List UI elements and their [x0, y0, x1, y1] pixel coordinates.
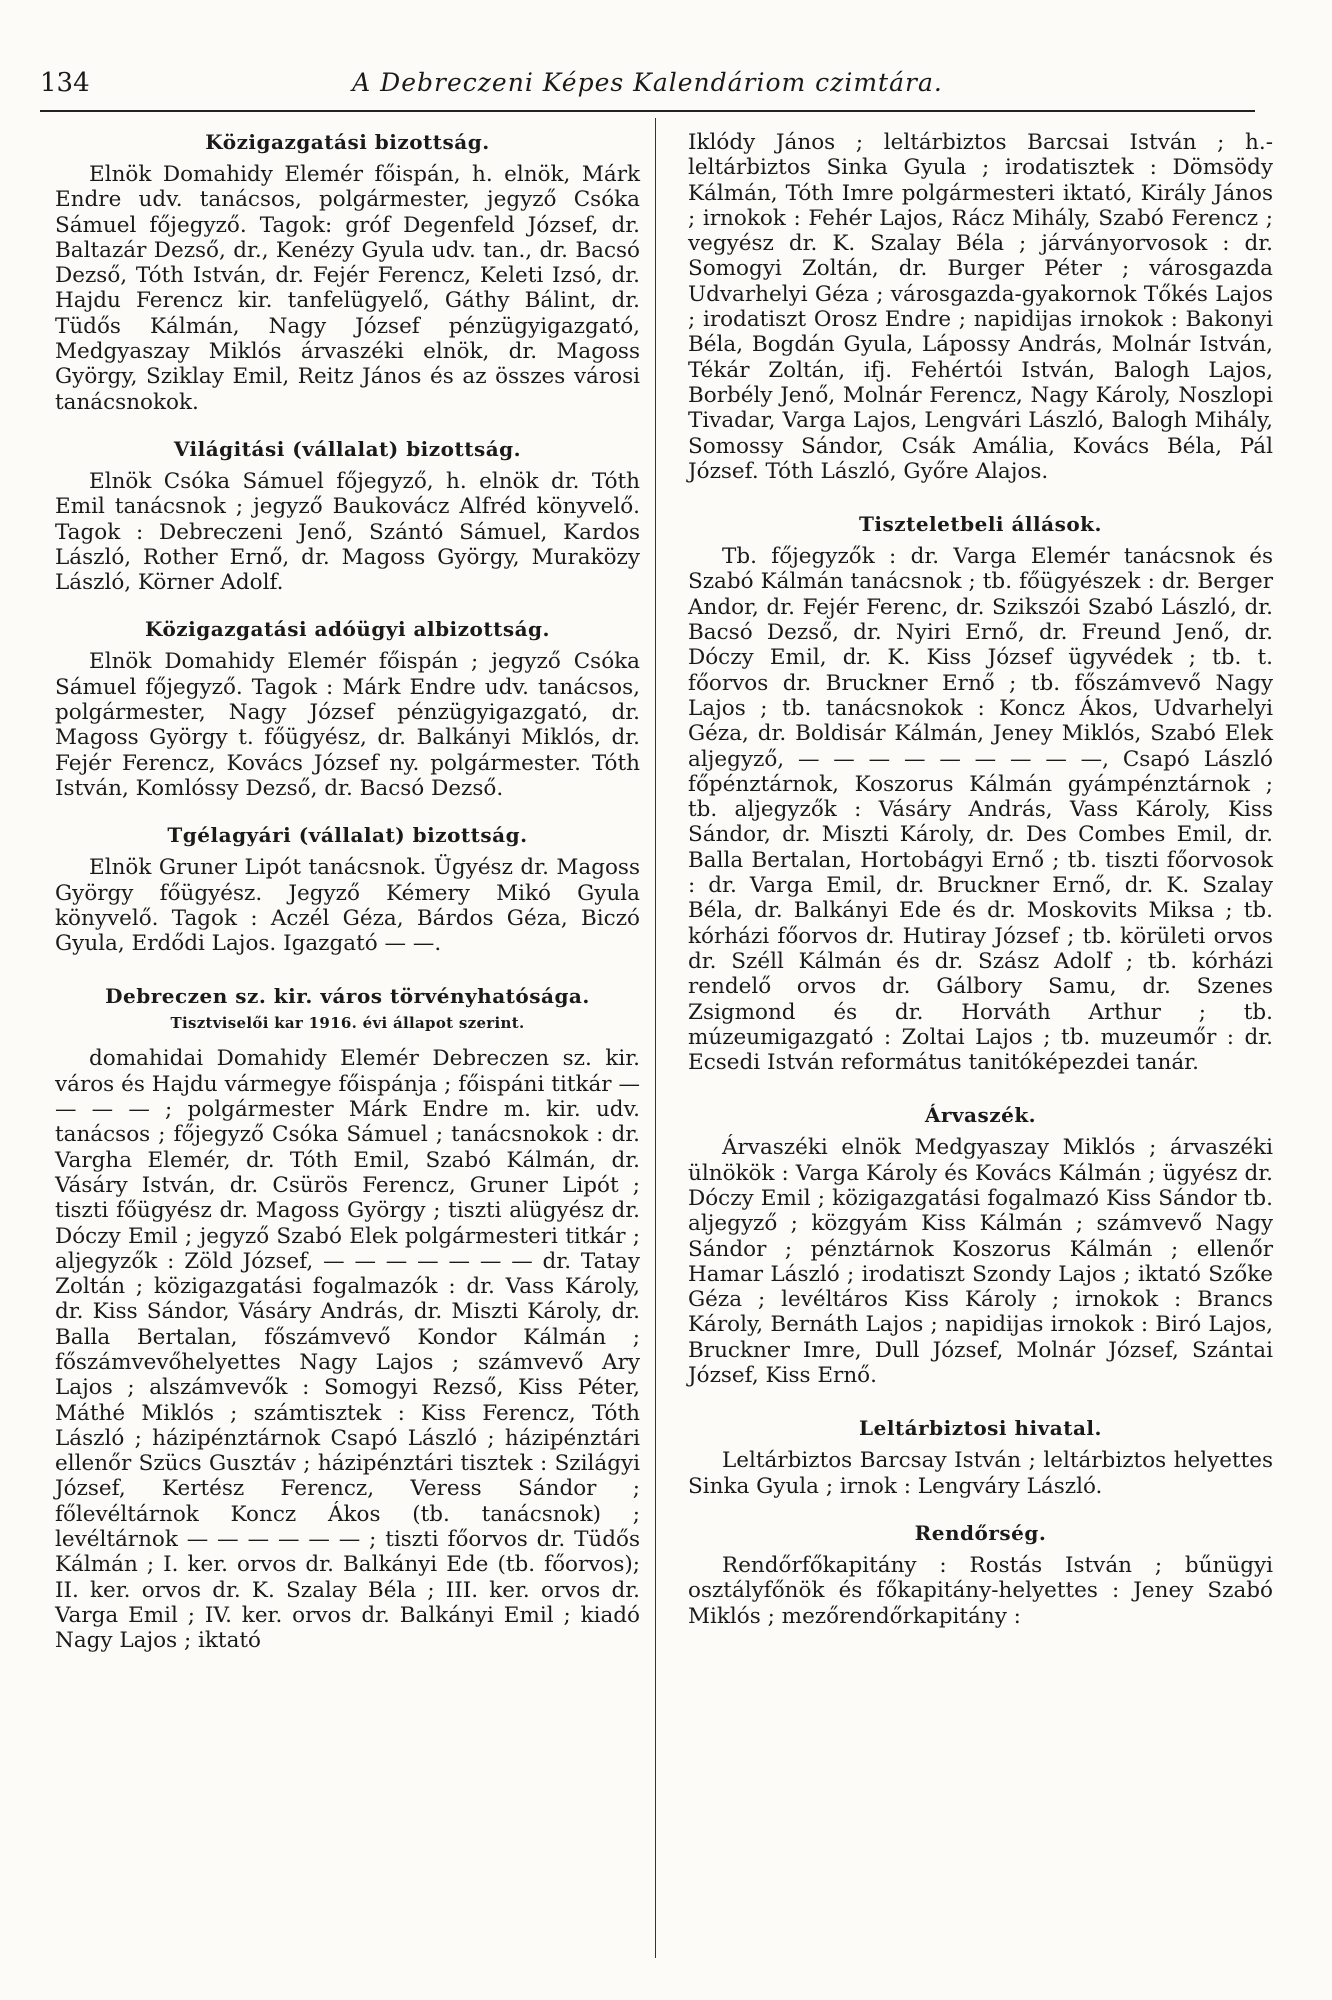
section-subheading: Tisztviselői kar 1916. évi állapot szerint. — [170, 1014, 525, 1033]
section-adougyi-albizottsag — [55, 617, 640, 801]
section-text: Leltárbiztos Barcsay István ; leltárbiztos helyettes Sinka Gyula ; irnok : Lengváry László. — [688, 1448, 1273, 1499]
section-vilagitasi-bizottsag — [55, 437, 640, 595]
left-column — [55, 130, 640, 1654]
section-heading: Rendőrség. — [914, 1520, 1047, 1545]
section-rendorseg — [688, 1521, 1273, 1629]
section-heading: Közigazgatási bizottság. — [205, 130, 490, 154]
section-tiszteletbeli-allasok — [688, 512, 1273, 1075]
section-arvaszek — [688, 1103, 1273, 1388]
section-heading: Világitási (vállalat) bizottság. — [173, 436, 522, 461]
section-torvenyhatosag — [55, 984, 640, 1653]
running-title: A Debreczeni Képes Kalendáriom czimtára. — [352, 68, 943, 97]
section-text: Elnök Gruner Lipót tanácsnok. Ügyész dr. Magoss György főügyész. Jegyző Kémery Mikó Gyula könyvelő. Tagok : Aczél Géza, Bárdos Géza, Biczó Gyula, Erdődi Lajos. Igazgató — —. — [55, 855, 640, 957]
section-heading: Tgélagyári (vállalat) bizottság. — [167, 823, 528, 848]
section-text: Elnök Domahidy Elemér főispán ; jegyző Csóka Sámuel főjegyző. Tagok : Márk Endre udv. tanácsos, polgármester, Nagy József pénzügyigazgató, dr. Magoss György t. főügyész, dr. Balkányi Miklós, dr. Fejér Ferencz, Kovács József ny. polgármester. Tóth István, Komlóssy Dezső, dr. Bacsó Dezső. — [55, 649, 640, 801]
section-continued-text — [688, 130, 1273, 484]
section-text: Elnök Csóka Sámuel főjegyző, h. elnök dr. Tóth Emil tanácsnok ; jegyző Baukovácz Alfréd könyvelő. Tagok : Debreczeni Jenő, Szántó Sámuel, Kardos László, Rother Ernő, dr. Magoss György, Muraközy László, Körner Adolf. — [55, 468, 640, 596]
section-text: domahidai Domahidy Elemér Debreczen sz. kir. város és Hajdu vármegye főispánja ; főispáni titkár — — — — ; polgármester Márk Endre m. kir. udv. tanácsos ; főjegyző Csóka Sámuel ; tanácsnokok : dr. Vargha Elemér, dr. Tóth Emil, Szabó Kálmán, dr. Vásáry István, dr. Csürös Ferencz, Gruner Lipót ; tiszti főügyész dr. Magoss György ; tiszti alügyész dr. Dóczy Emil ; jegyző Szabó Elek polgármesteri titkár ; aljegyzők : Zöld József, — — — — — — — dr. Tatay Zoltán ; közigazgatási fogalmazók : dr. Vass Károly, dr. Kiss Sándor, Vásáry András, dr. Miszti Károly, dr. Balla Bertalan, főszámvevő Kondor Kálmán ; főszámvevőhelyettes Nagy Lajos ; számvevő Ary Lajos ; alszámvevők : Somogyi Rezső, Kiss Péter, Máthé Miklós ; számtisztek : Kiss Ferencz, Tóth László ; házipénztárnok Csapó László ; házipénztári ellenőr Szücs Gusztáv ; házipénztári tisztek : Szilágyi József, Kertész Ferencz, Veress Sándor ; főlevéltárnok Koncz Ákos (tb. tanácsnok) ; levéltárnok — — — — — — ; tiszti főorvos dr. Tüdős Kálmán ; I. ker. orvos dr. Balkányi Ede (tb. főorvos); II. ker. orvos dr. K. Szalay Béla ; III. ker. orvos dr. Varga Emil ; IV. ker. orvos dr. Balkányi Emil ; kiadó Nagy Lajos ; iktató — [55, 1046, 640, 1654]
section-tgelagyari-bizottsag — [55, 823, 640, 956]
right-column — [688, 130, 1273, 1629]
section-text: Árvaszéki elnök Medgyaszay Miklós ; árvaszéki ülnökök : Varga Károly és Kovács Kálmán ; ügyész dr. Dóczy Emil ; közigazgatási fogalmazó Kiss Sándor tb. aljegyző ; közgyám Kiss Kálmán ; számvevő Nagy Sándor ; pénztárnok Koszorus Kálmán ; ellenőr Hamar László ; irodatiszt Szondy Lajos ; iktató Szőke Géza ; levéltáros Kiss Károly ; irnokok : Brancs Károly, Bernáth Lajos ; napidijas irnokok : Biró Lajos, Bruckner Imre, Dull József, Molnár József, Szántai József, Kiss Ernő. — [688, 1135, 1273, 1389]
section-heading: Árvaszék. — [924, 1103, 1037, 1128]
section-heading: Közigazgatási adóügyi albizottság. — [145, 617, 550, 642]
section-text: Elnök Domahidy Elemér főispán, h. elnök, Márk Endre udv. tanácsos, polgármester, jegyző Csóka Sámuel főjegyző. Tagok: gróf Degenfeld József, dr. Baltazár Dezső, dr., Kenézy Gyula udv. tan., dr. Bacsó Dezső, Tóth István, dr. Fejér Ferencz, Keleti Izsó, dr. Hajdu Ferencz kir. tanfelügyelő, Gáthy Bálint, dr. Tüdős Kálmán, Nagy József pénzügyigazgató, Medgyaszay Miklós árvaszéki elnök, dr. Magoss György, Sziklay Emil, Reitz János és az összes városi tanácsnokok. — [55, 162, 640, 415]
section-text: Iklódy János ; leltárbiztos Barcsai István ; h.-leltárbiztos Sinka Gyula ; irodatisztek : Dömsödy Kálmán, Tóth Imre polgármesteri iktató, Király János ; irnokok : Fehér Lajos, Rácz Mihály, Szabó Ferencz ; vegyész dr. K. Szalay Béla ; járványorvosok : dr. Somogyi Zoltán, dr. Burger Péter ; városgazda Udvarhelyi Géza ; városgazda-gyakornok Tőkés Lajos ; irodatiszt Orosz Endre ; napidijas irnokok : Bakonyi Béla, Bogdán Gyula, Lápossy András, Molnár István, Tékár Zoltán, ifj. Fehértói István, Balogh Lajos, Borbély Jenő, Molnár Ferencz, Nagy Károly, Noszlopi Tivadar, Varga Lajos, Lengvári László, Balogh Mihály, Somossy Sándor, Csák Amália, Kovács Béla, Pál József. Tóth László, Győre Alajos. — [688, 130, 1273, 484]
section-heading: Debreczen sz. kir. város törvényhatósága. — [105, 984, 590, 1009]
section-kozigazgatasi-bizottsag — [55, 130, 640, 415]
section-leltarbiztosi-hivatal — [688, 1416, 1273, 1499]
section-heading: Leltárbiztosi hivatal. — [859, 1416, 1102, 1441]
section-heading: Tiszteletbeli állások. — [858, 512, 1103, 537]
page-header — [40, 66, 1255, 112]
page-number: 134 — [40, 68, 90, 98]
column-divider — [655, 118, 656, 1958]
section-text: Tb. főjegyzők : dr. Varga Elemér tanácsnok és Szabó Kálmán tanácsnok ; tb. főügyészek : dr. Berger Andor, dr. Fejér Ferenc, dr. Szikszói Szabó László, dr. Bacsó Dezső, dr. Nyiri Ernő, dr. Freund Jenő, dr. Dóczy Emil, dr. K. Kiss József ügyvédek ; tb. t. főorvos dr. Bruckner Ernő ; tb. főszámvevő Nagy Lajos ; tb. tanácsnokok : Koncz Ákos, Udvarhelyi Géza, dr. Boldisár Kálmán, Jeney Miklós, Szabó Elek aljegyző, — — — — — — — — —, Csapó László főpénztárnok, Koszorus Kálmán gyámpénztárnok ; tb. aljegyzők : Vásáry András, Vass Károly, Kiss Sándor, dr. Miszti Károly, dr. Des Combes Emil, dr. Balla Bertalan, Hortobágyi Ernő ; tb. tiszti főorvosok : dr. Varga Emil, dr. Bruckner Ernő, dr. K. Szalay Béla, dr. Balkányi Ede és dr. Moskovits Miksa ; tb. kórházi főorvos dr. Hutiray József ; tb. körületi orvos dr. Széll Kálmán és dr. Szász Adolf ; tb. kórházi rendelő orvos dr. Gálbory Samu, dr. Szenes Zsigmond és dr. Horváth Arthur ; tb. múzeumigazgató : Zoltai Lajos ; tb. muzeumőr : dr. Ecsedi István református tanitóképezdei tanár. — [688, 544, 1273, 1076]
section-text: Rendőrfőkapitány : Rostás István ; bűnügyi osztályfőnök és főkapitány-helyettes : Jeney Szabó Miklós ; mezőrendőrkapitány : — [688, 1552, 1273, 1629]
